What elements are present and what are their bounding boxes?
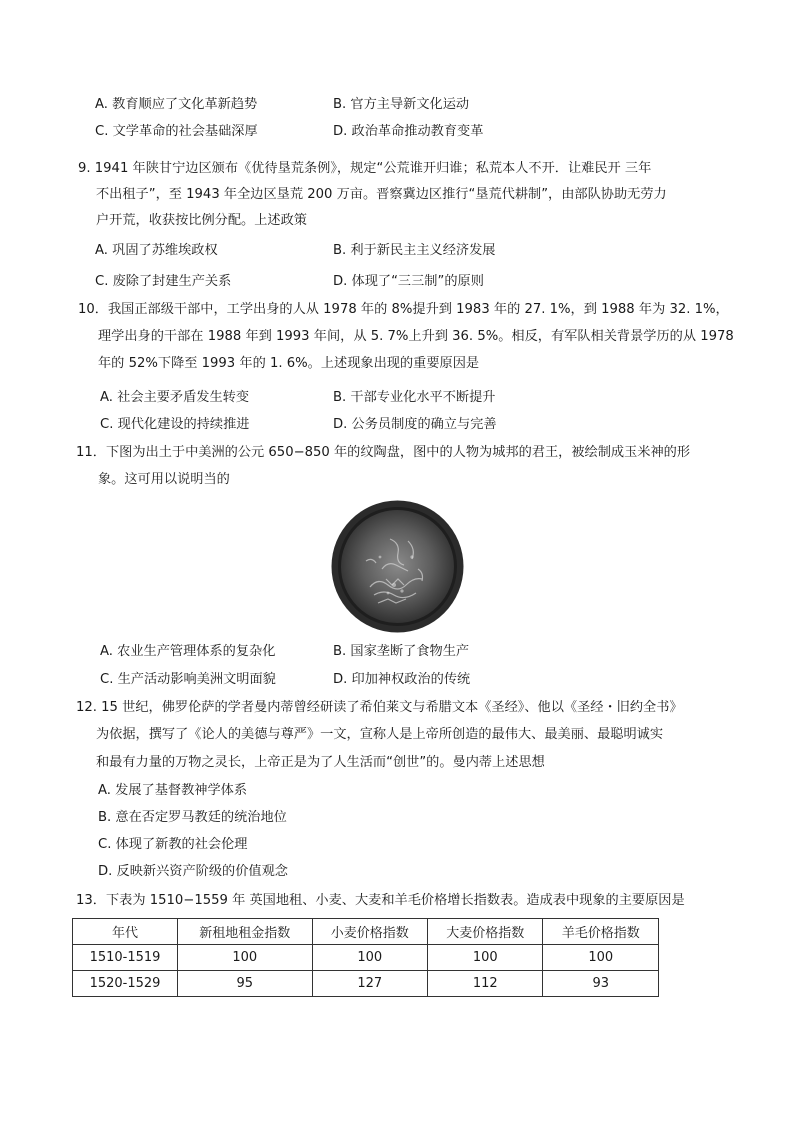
table-cell: 93 <box>543 971 659 997</box>
q10-option-c: C. 现代化建设的持续推进 <box>100 417 250 432</box>
q9-option-a: A. 巩固了苏维埃政权 <box>95 243 218 258</box>
header-cell-wool: 羊毛价格指数 <box>543 919 659 945</box>
q11-stem-line-2: 象。这可用以说明当的 <box>98 472 230 487</box>
q11-option-b: B. 国家垄断了食物生产 <box>333 644 470 659</box>
q12-option-b: B. 意在否定罗马教廷的统治地位 <box>98 810 287 825</box>
q8-option-d: D. 政治革命推动教育变革 <box>333 124 484 139</box>
table-row <box>73 945 659 971</box>
q10-stem-line-1: 10．我国正部级干部中，工学出身的人从 1978 年的 8%提升到 1983 年的 27. 1%，到 1988 年为 32. 1%， <box>78 302 729 317</box>
q10-option-a: A. 社会主要矛盾发生转变 <box>100 390 250 405</box>
q12-stem-line-3: 和最有力量的万物之灵长，上帝正是为了人生活而“创世”的。曼内蒂上述思想 <box>96 755 545 770</box>
q10-stem-line-3: 年的 52%下降至 1993 年的 1. 6%。上述现象出现的重要原因是 <box>98 356 480 371</box>
q9-stem-line-3: 户开荒，收获按比例分配。上述政策 <box>96 213 307 228</box>
table-cell: 100 <box>178 945 312 971</box>
table-cell: 100 <box>428 945 543 971</box>
table-header-row <box>73 919 659 945</box>
table-cell: 100 <box>312 945 427 971</box>
q11-option-d: D. 印加神权政治的传统 <box>333 672 471 687</box>
table-cell: 1520-1529 <box>73 971 178 997</box>
table-cell: 127 <box>312 971 427 997</box>
table-row <box>73 971 659 997</box>
table-cell: 1510-1519 <box>73 945 178 971</box>
q12-stem-line-1: 12. 15 世纪，佛罗伦萨的学者曼内蒂曾经研读了希伯莱文与希腊文本《圣经》、他以《圣经・旧约全书》 <box>76 700 683 715</box>
table-cell: 112 <box>428 971 543 997</box>
q12-option-d: D. 反映新兴资产阶级的价值观念 <box>98 864 288 879</box>
price-index-table <box>72 918 659 997</box>
q10-option-d: D. 公务员制度的确立与完善 <box>333 417 497 432</box>
pottery-plate-image <box>330 499 465 634</box>
q9-stem-line-2: 不出租子”，至 1943 年全边区垦荒 200 万亩。晋察冀边区推行“垦荒代耕制”，由部队协助无劳力 <box>96 187 667 202</box>
table-cell: 95 <box>178 971 312 997</box>
header-cell-rent: 新租地租金指数 <box>178 919 312 945</box>
q9-option-b: B. 利于新民主主义经济发展 <box>333 243 496 258</box>
q8-option-c: C. 文学革命的社会基础深厚 <box>95 124 258 139</box>
q11-option-c: C. 生产活动影响美洲文明面貌 <box>100 672 276 687</box>
q9-option-d: D. 体现了“三三制”的原则 <box>333 274 484 289</box>
q9-stem-line-1: 9. 1941 年陕甘宁边区颁布《优待垦荒条例》，规定“公荒谁开归谁；私荒本人不开．让难民开 三年 <box>78 161 652 176</box>
q8-option-a: A. 教育顺应了文化革新趋势 <box>95 97 258 112</box>
header-cell-barley: 大麦价格指数 <box>428 919 543 945</box>
q12-stem-line-2: 为依据，撰写了《论人的美德与尊严》一文，宣称人是上帝所创造的最伟大、最美丽、最聪明诚实 <box>96 727 664 742</box>
table-cell: 100 <box>543 945 659 971</box>
q11-stem-line-1: 11．下图为出土于中美洲的公元 650−850 年的纹陶盘，图中的人物为城邦的君王，被绘制成玉米神的形 <box>76 445 691 460</box>
q10-option-b: B. 干部专业化水平不断提升 <box>333 390 496 405</box>
header-cell-wheat: 小麦价格指数 <box>312 919 427 945</box>
header-cell-year: 年代 <box>73 919 178 945</box>
q9-option-c: C. 废除了封建生产关系 <box>95 274 232 289</box>
q10-stem-line-2: 理学出身的干部在 1988 年到 1993 年间，从 5. 7%上升到 36. 5%。相反，有军队相关背景学历的从 1978 <box>98 329 734 344</box>
q13-stem: 13．下表为 1510−1559 年 英国地租、小麦、大麦和羊毛价格增长指数表。造成表中现象的主要原因是 <box>76 893 685 908</box>
q11-option-a: A. 农业生产管理体系的复杂化 <box>100 644 276 659</box>
q12-option-a: A. 发展了基督教神学体系 <box>98 783 248 798</box>
q12-option-c: C. 体现了新教的社会伦理 <box>98 837 248 852</box>
q8-option-b: B. 官方主导新文化运动 <box>333 97 470 112</box>
